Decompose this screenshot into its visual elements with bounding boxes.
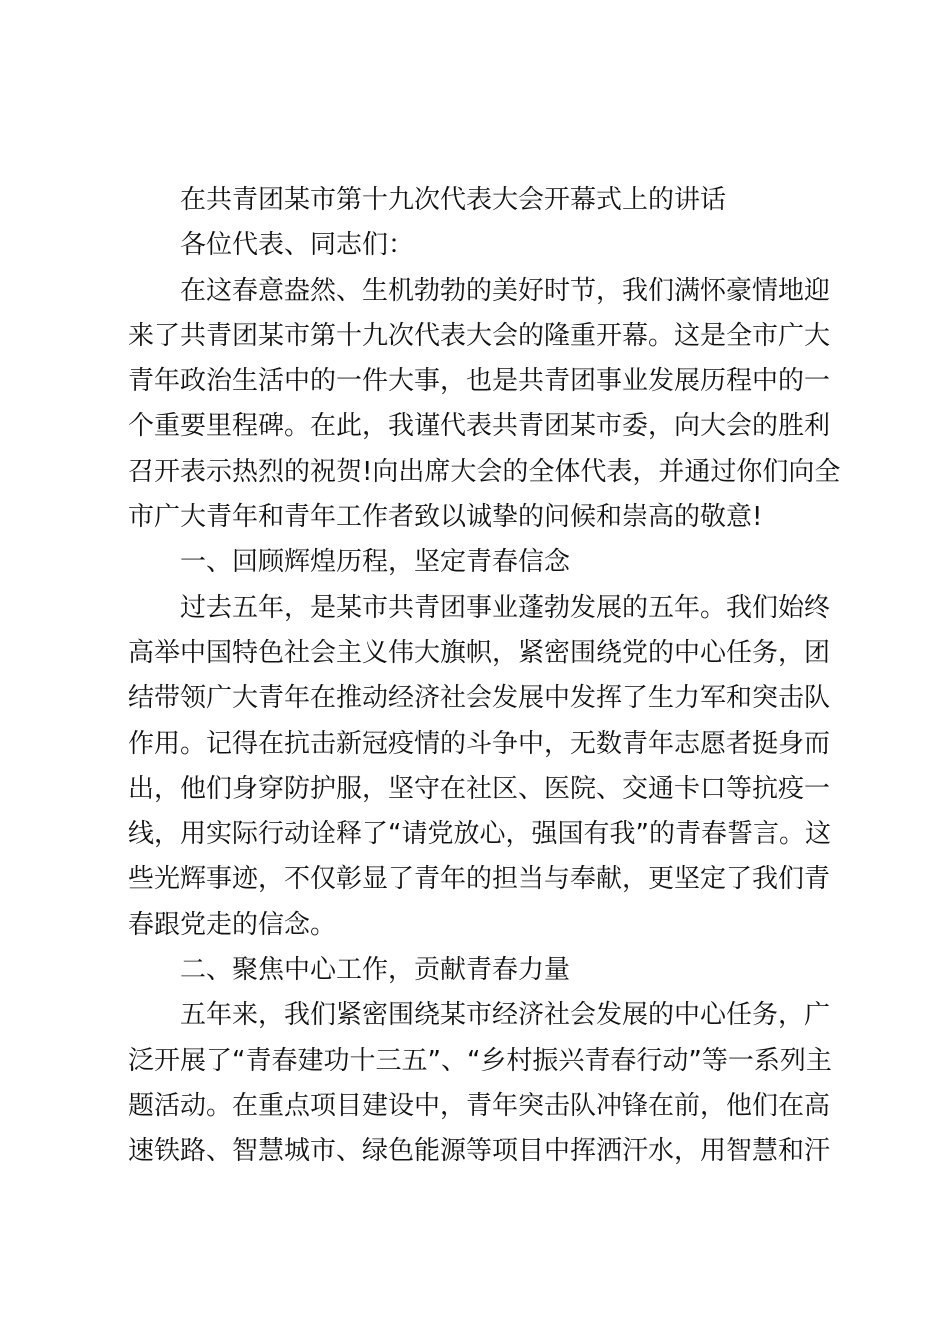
paragraph-line: 结带领广大青年在推动经济社会发展中发挥了生力军和突击队 (128, 683, 831, 714)
paragraph-line: 个重要里程碑。在此，我谨代表共青团某市委，向大会的胜利 (128, 411, 831, 442)
paragraph-opening (128, 269, 841, 541)
paragraph-line: 青年政治生活中的一件大事，也是共青团事业发展历程中的一 (128, 366, 831, 397)
paragraph-line: 来了共青团某市第十九次代表大会的隆重开幕。这是全市广大 (128, 320, 831, 351)
section-heading-1: 一、回顾辉煌历程，坚定青春信念 (180, 547, 571, 578)
paragraph-contribution (128, 993, 832, 1174)
paragraph-line: 在这春意盎然、生机勃勃的美好时节，我们满怀豪情地迎 (180, 275, 831, 306)
paragraph-line: 速铁路、智慧城市、绿色能源等项目中挥洒汗水，用智慧和汗 (128, 1136, 831, 1167)
paragraph-line: 线，用实际行动诠释了“请党放心，强国有我”的青春誓言。这 (128, 819, 831, 850)
paragraph-line: 作用。记得在抗击新冠疫情的斗争中，无数青年志愿者挺身而 (128, 728, 831, 759)
paragraph-line: 春跟党走的信念。 (128, 909, 337, 940)
paragraph-review (128, 586, 831, 948)
paragraph-line: 五年来，我们紧密围绕某市经济社会发展的中心任务，广 (180, 1000, 831, 1031)
document-title: 在共青团某市第十九次代表大会开幕式上的讲话 (180, 185, 727, 215)
paragraph-line: 过去五年，是某市共青团事业蓬勃发展的五年。我们始终 (180, 592, 831, 623)
paragraph-line: 泛开展了“青春建功十三五”、“乡村振兴青春行动”等一系列主 (128, 1045, 832, 1076)
paragraph-line: 些光辉事迹，不仅彰显了青年的担当与奉献，更坚定了我们青 (128, 864, 831, 895)
paragraph-line: 召开表示热烈的祝贺!向出席大会的全体代表，并通过你们向全 (128, 456, 841, 487)
section-heading-2: 二、聚焦中心工作，贡献青春力量 (180, 955, 571, 986)
paragraph-line: 市广大青年和青年工作者致以诚挚的问候和崇高的敬意! (128, 502, 763, 533)
salutation: 各位代表、同志们： (180, 230, 415, 261)
paragraph-line: 出，他们身穿防护服，坚守在社区、医院、交通卡口等抗疫一 (128, 773, 831, 804)
paragraph-line: 题活动。在重点项目建设中，青年突击队冲锋在前，他们在高 (128, 1090, 831, 1121)
paragraph-line: 高举中国特色社会主义伟大旗帜，紧密围绕党的中心任务，团 (128, 637, 831, 668)
document-page (128, 178, 841, 1175)
